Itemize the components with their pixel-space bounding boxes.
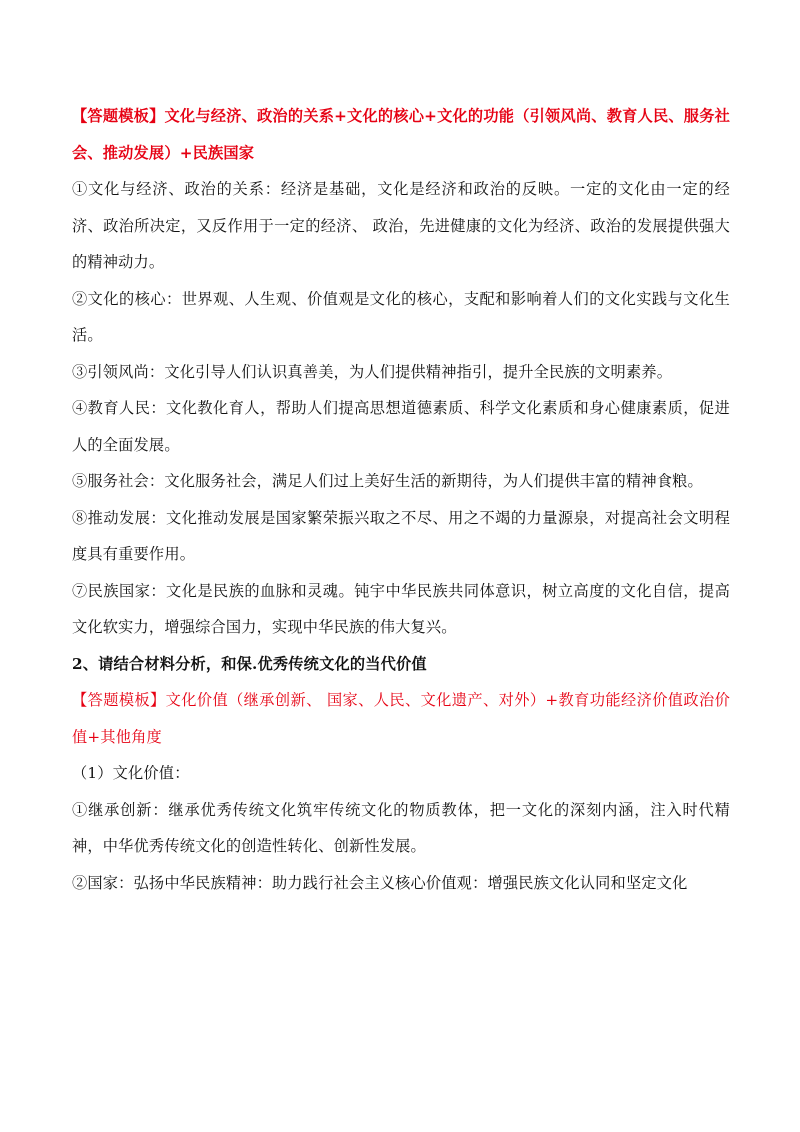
template-label-1: 【答题模板】 (72, 107, 165, 125)
template-label-2: 【答题模板】 (72, 691, 166, 709)
paragraph-serve-society: ⑤服务社会：文化服务社会，满足人们过上美好生活的新期待，为人们提供丰富的精神食粮。 (72, 472, 703, 490)
subsection-cultural-value: （1）文化价值： (72, 764, 190, 782)
answer-template-heading-2 (72, 682, 730, 755)
paragraph-nation-state: ⑦民族国家：文化是民族的血脉和灵魂。钝宇中华民族共同体意识，树立高度的文化自信，提高文化软实力，增强综合国力，实现中华民族的伟大复兴。 (72, 581, 730, 636)
paragraph-educate-people: ④教育人民：文化教化育人，帮助人们提高思想道德素质、科学文化素质和身心健康素质，促进人的全面发展。 (72, 399, 730, 454)
paragraph-nation: ②国家：弘扬中华民族精神：助力践行社会主义核心价值观：增强民族文化认同和坚定文化 (72, 873, 688, 892)
answer-template-heading-1 (72, 98, 730, 171)
paragraph-inherit-innovate: ①继承创新：继承优秀传统文化筑牢传统文化的物质教体，把一文化的深刻内涵，注入时代精神，中华优秀传统文化的创造性转化、创新性发展。 (72, 800, 730, 855)
template-heading-text-2: 文化价值（继承创新、 国家、人民、文化遗产、对外）+教育功能经济价值政治价值+其他角度 (72, 691, 731, 746)
paragraph-culture-core: ②文化的核心：世界观、人生观、价值观是文化的核心，支配和影响着人们的文化实践与文化生活。 (72, 289, 730, 344)
paragraph-lead-trend: ③引领风尚：文化引导人们认识真善美，为人们提供精神指引，提升全民族的文明素养。 (72, 362, 673, 381)
paragraph-economy-politics: ①文化与经济、政治的关系：经济是基础，文化是经济和政治的反映。一定的文化由一定的经济、政治所决定，又反作用于一定的经济、 政治，先进健康的文化为经济、政治的发展提供强大的精神动力。 (72, 180, 730, 271)
question-2-heading: 2、请结合材料分析，和保.优秀传统文化的当代价值 (72, 654, 427, 673)
template-heading-text-1: 文化与经济、政治的关系+文化的核心+文化的功能（引领风尚、教育人民、服务社会、推动发展）+民族国家 (72, 107, 731, 162)
paragraph-promote-development: ⑧推动发展：文化推动发展是国家繁荣振兴取之不尽、用之不竭的力量源泉，对提高社会文明程度具有重要作用。 (72, 508, 730, 563)
